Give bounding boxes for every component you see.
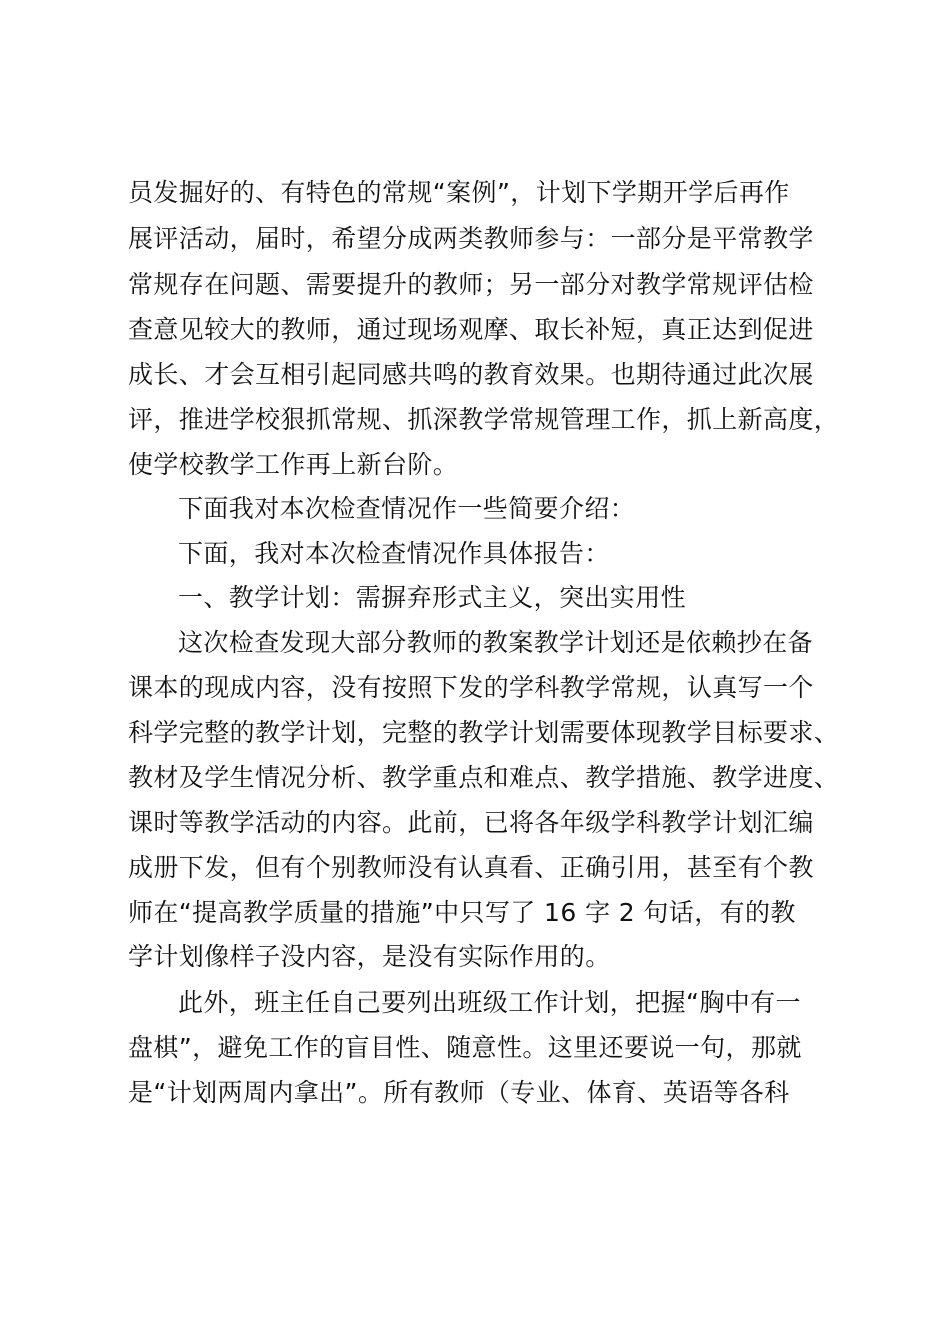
text-line-2: 展评活动，届时，希望分成两类教师参与：一部分是平常教学 [128, 224, 814, 253]
text-line-5: 成长、才会互相引起同感共鸣的教育效果。也期待通过此次展 [128, 360, 814, 389]
section-heading: 一、教学计划：需摒弃形式主义，突出实用性 [178, 583, 687, 612]
text-line-1: 员发掘好的、有特色的常规“案例”，计划下学期开学后再作 [128, 178, 790, 207]
text-line-15: 课时等教学活动的内容。此前，已将各年级学科教学计划汇编 [128, 808, 814, 837]
text-line-7: 使学校教学工作再上新台阶。 [128, 450, 459, 479]
text-line-13: 科学完整的教学计划，完整的教学计划需要体现教学目标要求、 [128, 718, 840, 747]
text-line-14: 教材及学生情况分析、教学重点和难点、教学措施、教学进度、 [128, 763, 840, 792]
text-line-18: 学计划像样子没内容，是没有实际作用的。 [128, 942, 611, 971]
paragraph-intro: 下面我对本次检查情况作一些简要介绍： [178, 494, 636, 523]
text-line-19: 此外，班主任自己要列出班级工作计划，把握“胸中有一 [178, 988, 801, 1017]
text-line-16: 成册下发，但有个别教师没有认真看、正确引用，甚至有个教 [128, 853, 814, 882]
text-line-3: 常规存在问题、需要提升的教师；另一部分对教学常规评估检 [128, 270, 814, 299]
text-line-20: 盘棋”，避免工作的盲目性、随意性。这里还要说一句，那就 [128, 1033, 802, 1062]
paragraph-report: 下面，我对本次检查情况作具体报告： [178, 539, 610, 568]
text-line-17: 师在“提高教学质量的措施”中只写了 16 字 2 句话，有的教 [128, 898, 796, 927]
text-line-11: 这次检查发现大部分教师的教案教学计划还是依赖抄在备 [178, 628, 814, 657]
text-line-4: 查意见较大的教师，通过现场观摩、取长补短，真正达到促进 [128, 315, 814, 344]
text-line-6: 评，推进学校狠抓常规、抓深教学常规管理工作，抓上新高度， [128, 405, 840, 434]
text-line-21: 是“计划两周内拿出”。所有教师（专业、体育、英语等各科 [128, 1078, 790, 1107]
text-line-12: 课本的现成内容，没有按照下发的学科教学常规，认真写一个 [128, 673, 814, 702]
